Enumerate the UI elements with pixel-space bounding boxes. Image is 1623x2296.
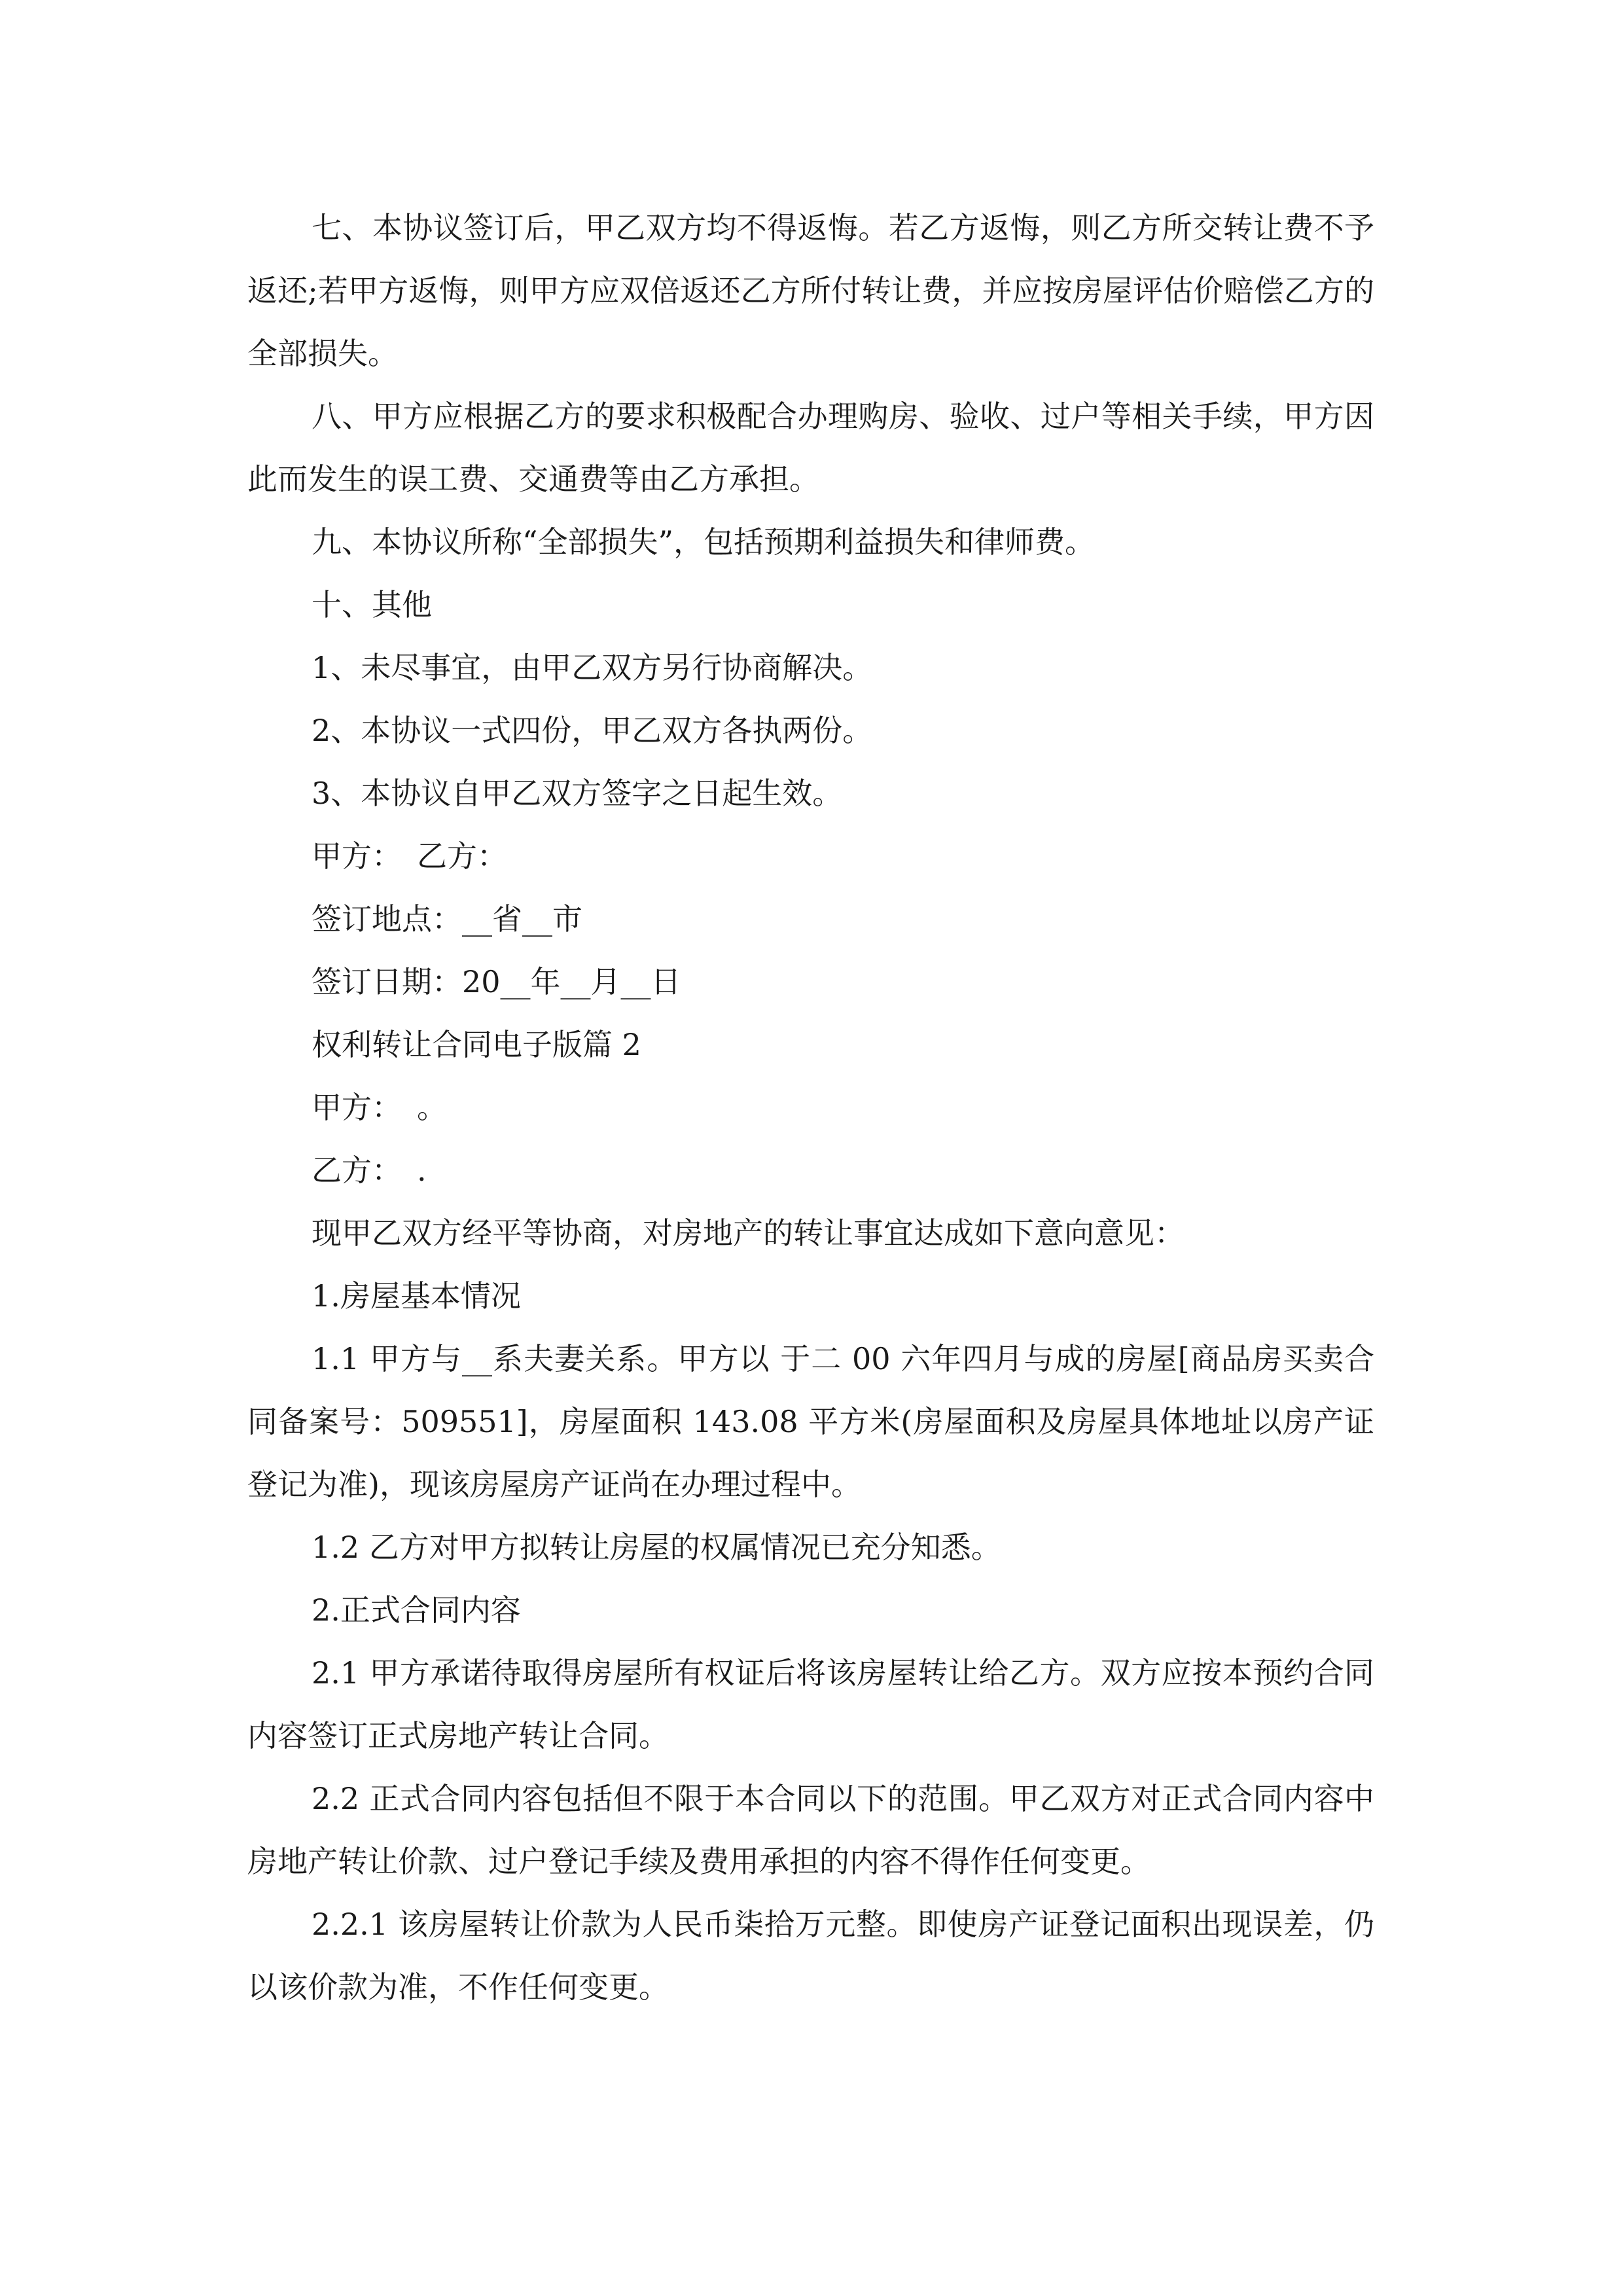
preamble: 现甲乙双方经平等协商，对房地产的转让事宜达成如下意向意见： — [312, 1215, 1185, 1251]
clause-10-item-1: 1、未尽事宜，由甲乙双方另行协商解决。 — [312, 650, 873, 685]
clause-7: 七、本协议签订后，甲乙双方均不得返悔。若乙方返悔，则乙方所交转让费不予返还;若甲方返悔，则甲方应双倍返还乙方所付转让费，并应按房屋评估价赔偿乙方的全部损失。 — [247, 210, 1374, 371]
clause-8: 八、甲方应根据乙方的要求积极配合办理购房、验收、过户等相关手续，甲方因此而发生的误工费、交通费等由乙方承担。 — [247, 399, 1374, 497]
clause-9: 九、本协议所称“全部损失”，包括预期利益损失和律师费。 — [312, 524, 1096, 560]
clause-10-item-2: 2、本协议一式四份，甲乙双方各执两份。 — [312, 713, 873, 748]
clause-2-2-1: 2.2.1 该房屋转让价款为人民币柒拾万元整。即使房产证登记面积出现误差，仍以该价款为准，不作任何变更。 — [247, 1907, 1374, 2005]
party-b: 乙方： . — [312, 1153, 427, 1188]
clause-10-item-3: 3、本协议自甲乙双方签字之日起生效。 — [312, 776, 843, 811]
clause-1-2: 1.2 乙方对甲方拟转让房屋的权属情况已充分知悉。 — [312, 1530, 1001, 1565]
party-a: 甲方： 。 — [312, 1090, 447, 1125]
clause-1-1: 1.1 甲方与__系夫妻关系。甲方以 于二 00 六年四月与成的房屋[商品房买卖合同备案号：509551]，房屋面积 143.08 平方米(房屋面积及房屋具体地址以房产证登记为准)，现该房屋房产证尚在办理过程中。 — [247, 1341, 1374, 1502]
signing-place: 签订地点：__省__市 — [312, 901, 582, 937]
heading-1: 1.房屋基本情况 — [312, 1278, 521, 1314]
section-title: 权利转让合同电子版篇 2 — [312, 1027, 641, 1062]
signing-date: 签订日期：20__年__月__日 — [312, 964, 681, 999]
clause-2-1: 2.1 甲方承诺待取得房屋所有权证后将该房屋转让给乙方。双方应按本预约合同内容签订正式房地产转让合同。 — [247, 1655, 1374, 1753]
clause-10-heading: 十、其他 — [312, 587, 432, 622]
signature-parties: 甲方： 乙方： — [312, 838, 507, 874]
heading-2: 2.正式合同内容 — [312, 1592, 521, 1628]
document-body — [247, 196, 1374, 2018]
clause-2-2: 2.2 正式合同内容包括但不限于本合同以下的范围。甲乙双方对正式合同内容中房地产转让价款、过户登记手续及费用承担的内容不得作任何变更。 — [247, 1781, 1374, 1879]
